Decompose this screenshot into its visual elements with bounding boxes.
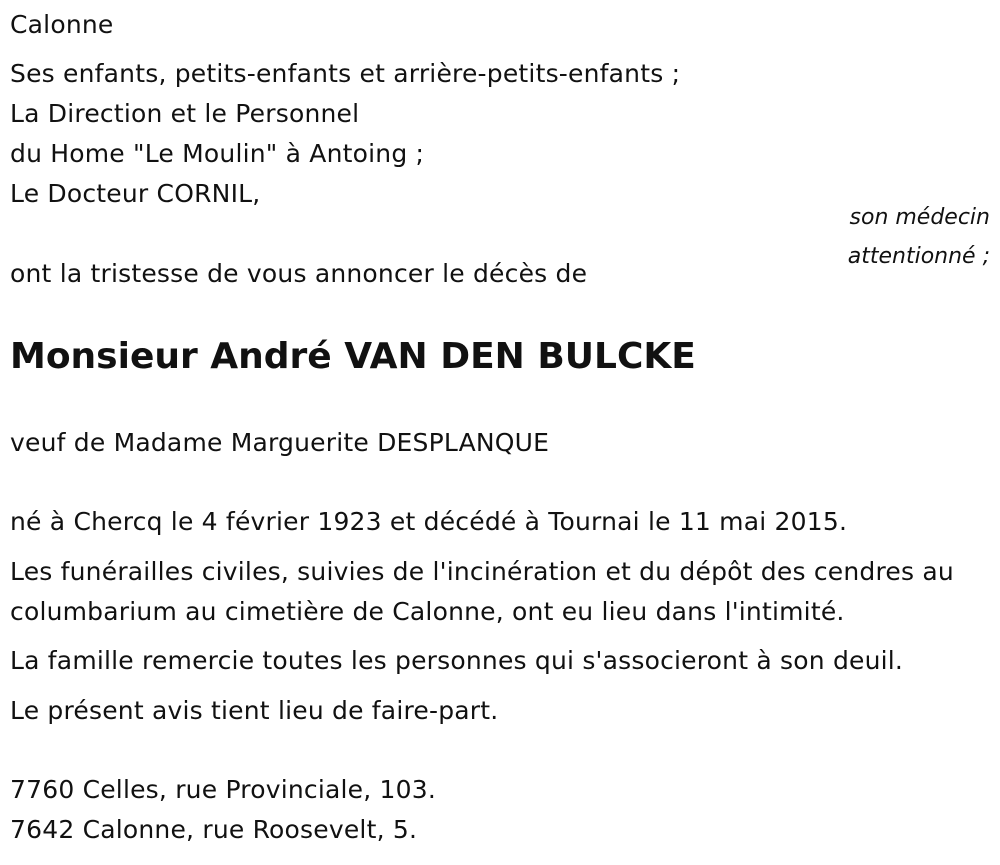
- announcer-line-doctor: Le Docteur CORNIL,: [10, 179, 261, 208]
- deceased-name: Monsieur André VAN DEN BULCKE: [10, 336, 696, 377]
- announcer-line-children: Ses enfants, petits-enfants et arrière-petits-enfants ;: [10, 59, 681, 88]
- address-calonne: 7642 Calonne, rue Roosevelt, 5.: [10, 815, 418, 844]
- announcer-line-home: du Home "Le Moulin" à Antoing ;: [10, 139, 425, 168]
- funeral-text-line-2: columbarium au cimetière de Calonne, ont eu lieu dans l'intimité.: [10, 597, 845, 626]
- announcer-line-direction: La Direction et le Personnel: [10, 99, 360, 128]
- funeral-text-line-1: Les funérailles civiles, suivies de l'incinération et du dépôt des cendres au: [10, 557, 954, 586]
- birth-death-text: né à Chercq le 4 février 1923 et décédé à Tournai le 11 mai 2015.: [10, 507, 848, 536]
- notice-text: Le présent avis tient lieu de faire-part.: [10, 696, 499, 725]
- widower-of-text: veuf de Madame Marguerite DESPLANQUE: [10, 428, 550, 457]
- doctor-note-line-2: attentionné ;: [847, 244, 990, 269]
- doctor-note-line-1: son médecin: [849, 205, 990, 230]
- announcement-text: ont la tristesse de vous annoncer le décès de: [10, 259, 588, 288]
- place-header: Calonne: [10, 10, 114, 39]
- address-celles: 7760 Celles, rue Provinciale, 103.: [10, 775, 436, 804]
- thanks-text: La famille remercie toutes les personnes qui s'associeront à son deuil.: [10, 646, 904, 675]
